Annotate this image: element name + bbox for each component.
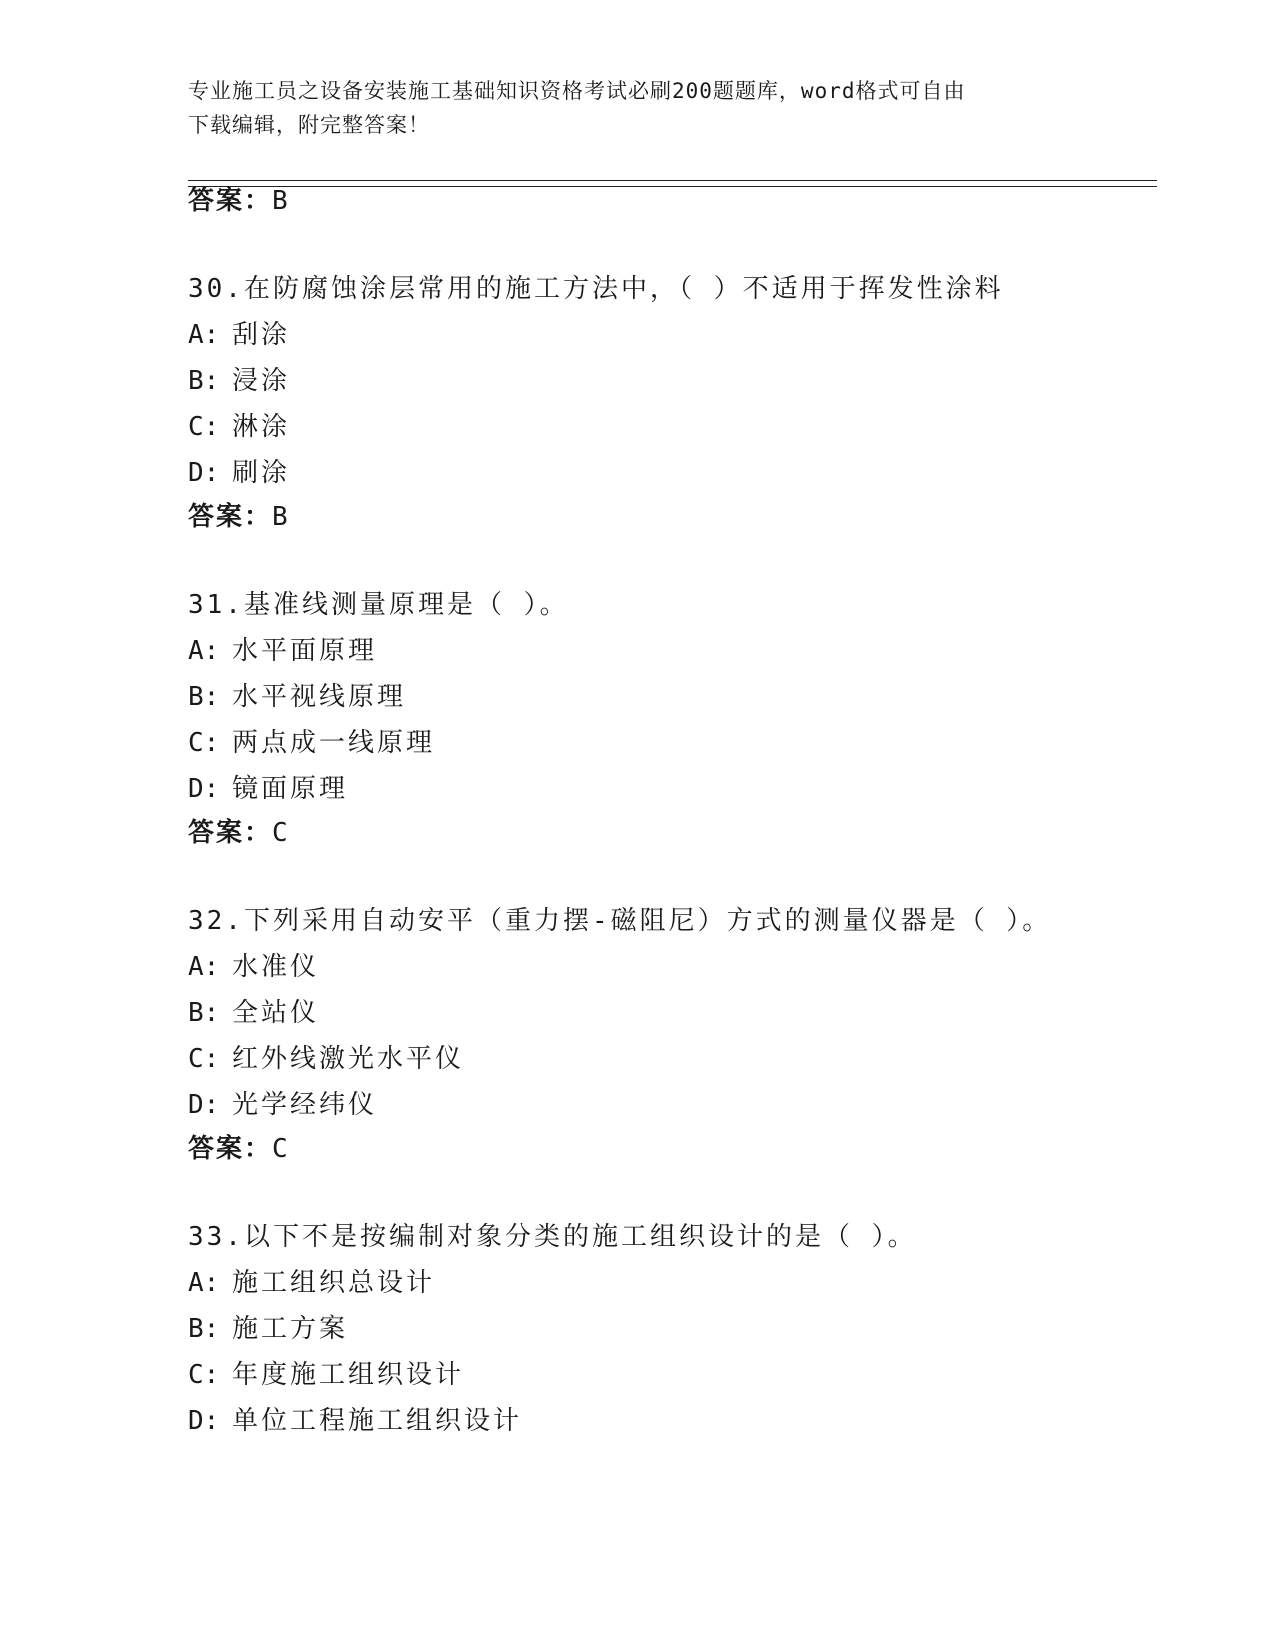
option-text: 红外线激光水平仪 xyxy=(232,1044,465,1074)
option-d xyxy=(188,1404,1188,1438)
option-text: 单位工程施工组织设计 xyxy=(232,1406,523,1436)
header-divider-bottom xyxy=(188,186,1157,187)
question-stem: 30.在防腐蚀涂层常用的施工方法中，（ ）不适用于挥发性涂料 xyxy=(188,274,1004,304)
option-key: A: xyxy=(188,636,220,666)
answer-32 xyxy=(188,1132,288,1166)
question-stem: 32.下列采用自动安平（重力摆-磁阻尼）方式的测量仪器是（ ）。 xyxy=(188,906,1052,936)
answer-31 xyxy=(188,816,288,850)
option-key: D: xyxy=(188,774,220,804)
answer-label: 答案： xyxy=(188,1134,273,1164)
question-31 xyxy=(188,588,1188,806)
option-key: C: xyxy=(188,1360,220,1390)
header-divider-top xyxy=(188,180,1157,181)
option-a xyxy=(188,1266,1188,1300)
option-text: 刷涂 xyxy=(232,458,291,488)
option-key: C: xyxy=(188,412,220,442)
option-text: 年度施工组织设计 xyxy=(232,1360,465,1390)
option-b xyxy=(188,364,1188,398)
option-text: 水平面原理 xyxy=(232,636,378,666)
option-b xyxy=(188,1312,1188,1346)
option-a xyxy=(188,634,1188,668)
option-c xyxy=(188,1042,1188,1076)
option-a xyxy=(188,950,1188,984)
option-key: B: xyxy=(188,682,220,712)
option-c xyxy=(188,410,1188,444)
header-line-2: 下载编辑，附完整答案！ xyxy=(188,113,430,137)
option-text: 刮涂 xyxy=(232,320,291,350)
question-33 xyxy=(188,1220,1188,1438)
option-c xyxy=(188,726,1188,760)
question-30 xyxy=(188,272,1188,490)
option-text: 水平视线原理 xyxy=(232,682,407,712)
option-key: A: xyxy=(188,1268,220,1298)
option-text: 施工组织总设计 xyxy=(232,1268,436,1298)
option-d xyxy=(188,456,1188,490)
option-key: B: xyxy=(188,1314,220,1344)
option-key: A: xyxy=(188,320,220,350)
option-key: D: xyxy=(188,1090,220,1120)
option-text: 光学经纬仪 xyxy=(232,1090,378,1120)
answer-value: C xyxy=(272,1134,288,1164)
option-key: C: xyxy=(188,1044,220,1074)
option-key: D: xyxy=(188,458,220,488)
answer-label: 答案： xyxy=(188,502,273,532)
option-key: B: xyxy=(188,998,220,1028)
option-key: A: xyxy=(188,952,220,982)
answer-value: C xyxy=(272,818,288,848)
option-text: 水准仪 xyxy=(232,952,320,982)
option-key: B: xyxy=(188,366,220,396)
option-c xyxy=(188,1358,1188,1392)
option-b xyxy=(188,996,1188,1030)
option-key: C: xyxy=(188,728,220,758)
option-key: D: xyxy=(188,1406,220,1436)
option-b xyxy=(188,680,1188,714)
document-header xyxy=(188,74,1068,142)
answer-label: 答案： xyxy=(188,818,273,848)
option-d xyxy=(188,1088,1188,1122)
answer-value: B xyxy=(272,186,288,216)
answer-previous xyxy=(188,184,288,218)
option-text: 淋涂 xyxy=(232,412,291,442)
option-text: 镜面原理 xyxy=(232,774,349,804)
option-text: 浸涂 xyxy=(232,366,291,396)
question-stem: 33.以下不是按编制对象分类的施工组织设计的是（ ）。 xyxy=(188,1222,917,1252)
option-text: 全站仪 xyxy=(232,998,320,1028)
option-text: 两点成一线原理 xyxy=(232,728,436,758)
answer-label: 答案： xyxy=(188,186,273,216)
option-text: 施工方案 xyxy=(232,1314,349,1344)
option-d xyxy=(188,772,1188,806)
option-a xyxy=(188,318,1188,352)
question-32 xyxy=(188,904,1188,1122)
header-line-1: 专业施工员之设备安装施工基础知识资格考试必刷200题题库，word格式可自由 xyxy=(188,79,966,103)
answer-30 xyxy=(188,500,288,534)
answer-value: B xyxy=(272,502,288,532)
question-stem: 31.基准线测量原理是（ ）。 xyxy=(188,590,569,620)
